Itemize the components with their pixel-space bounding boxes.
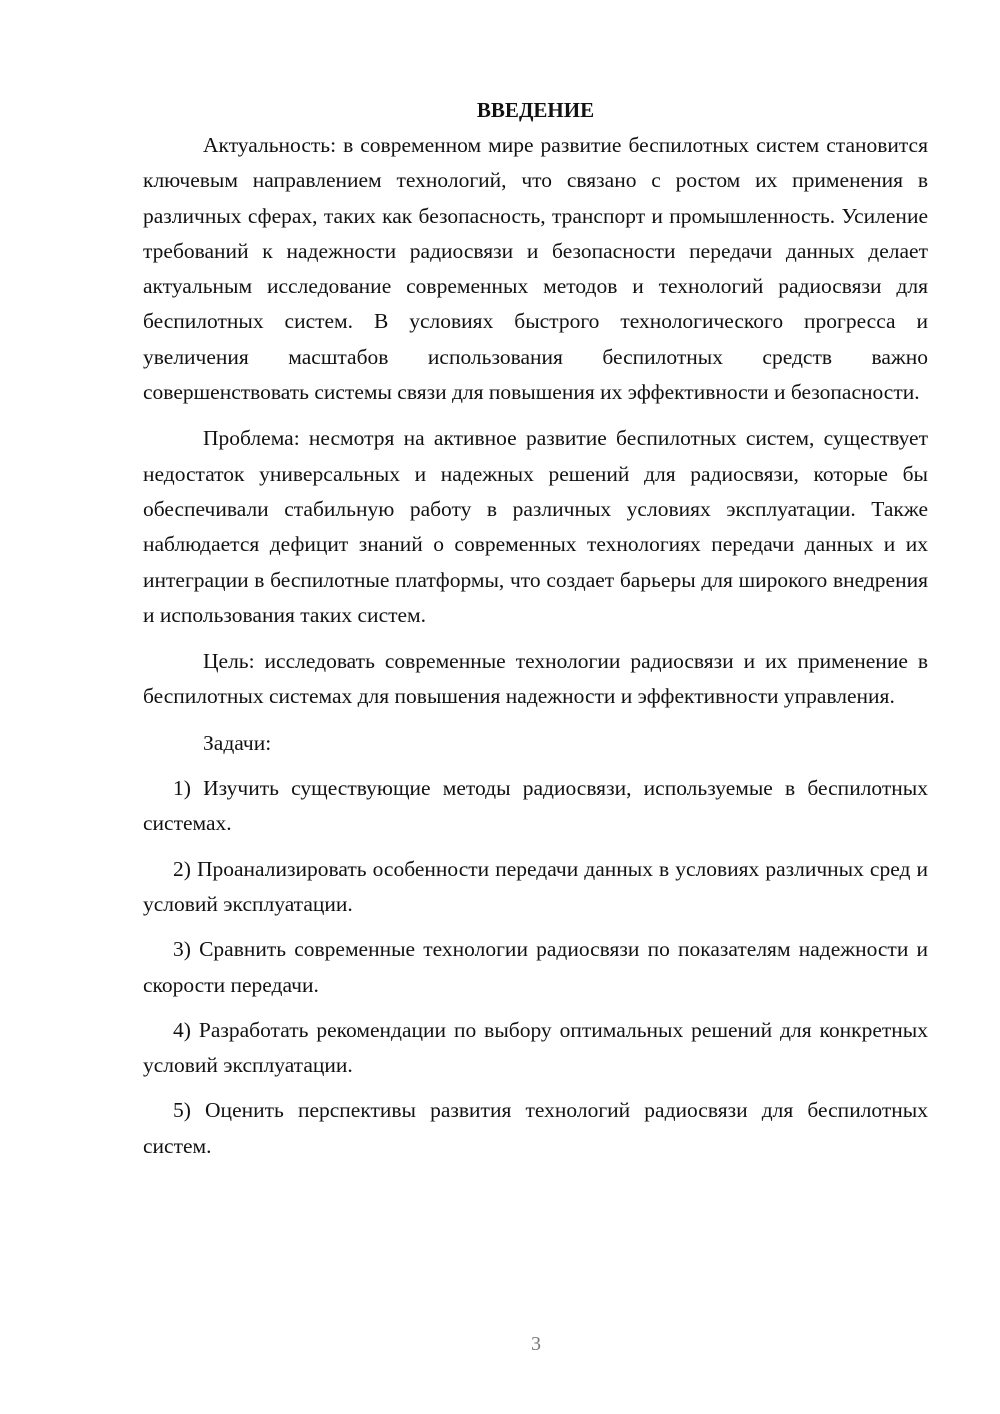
- page-content: [143, 93, 928, 1164]
- task-item-1: 1) Изучить существующие методы радиосвязи, используемые в беспилотных системах.: [143, 776, 928, 836]
- task-item-3: 3) Сравнить современные технологии радиосвязи по показателям надежности и скорости передачи.: [143, 937, 928, 997]
- task-list: [143, 771, 928, 1164]
- paragraph-relevance: Актуальность: в современном мире развитие беспилотных систем становится ключевым направлением технологий, что связано с ростом их применения в различных сферах, таких как безопасность, транспорт и промышленность. Усиление требований к надежности радиосвязи и безопасности передачи данных делает актуальным исследование современных методов и технологий радиосвязи для беспилотных систем. В условиях быстрого технологического прогресса и увеличения масштабов использования беспилотных средств важно совершенствовать системы связи для повышения их эффективности и безопасности.: [143, 133, 928, 405]
- task-item-4: 4) Разработать рекомендации по выбору оптимальных решений для конкретных условий эксплуатации.: [143, 1017, 928, 1078]
- page-number: 3: [531, 1333, 541, 1355]
- paragraph-goal: Цель: исследовать современные технологии радиосвязи и их применение в беспилотных системах для повышения надежности и эффективности управления.: [143, 649, 928, 709]
- paragraph-tasks-heading: Задачи:: [203, 730, 272, 755]
- page-title: ВВЕДЕНИЕ: [476, 98, 595, 122]
- task-item-2: 2) Проанализировать особенности передачи данных в условиях различных сред и условий эксплуатации.: [143, 856, 928, 916]
- paragraph-problem: Проблема: несмотря на активное развитие беспилотных систем, существует недостаток универсальных и надежных решений для радиосвязи, которые бы обеспечивали стабильную работу в различных условиях эксплуатации. Также наблюдается дефицит знаний о современных технологиях передачи данных и их интеграции в беспилотные платформы, что создает барьеры для широкого внедрения и использования таких систем.: [143, 426, 928, 627]
- task-item-5: 5) Оценить перспективы развития технологий радиосвязи для беспилотных систем.: [143, 1098, 928, 1158]
